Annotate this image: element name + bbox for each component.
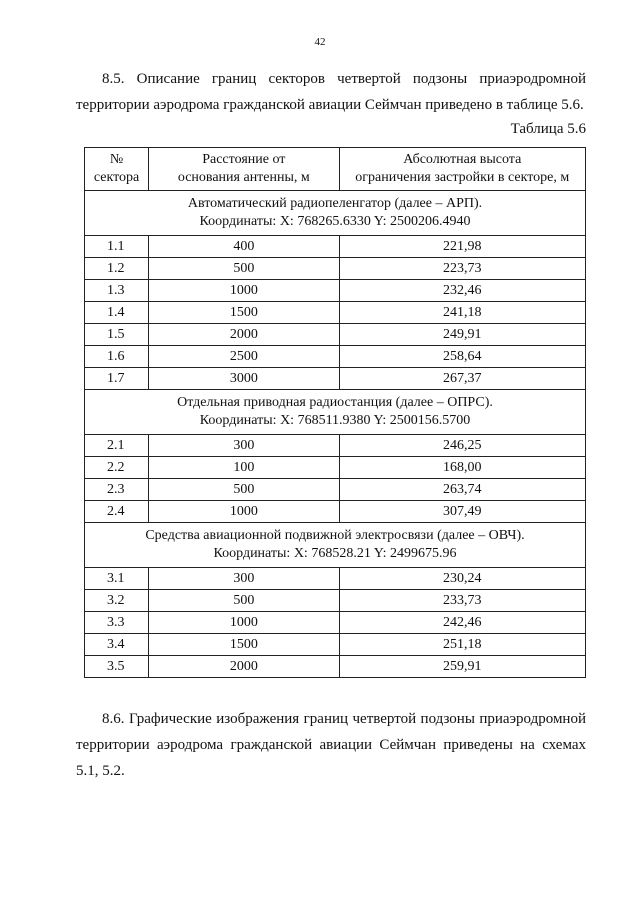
- table-caption: Таблица 5.6: [510, 121, 586, 137]
- cell-sector: 1.5: [85, 324, 149, 346]
- header-distance: [149, 148, 339, 191]
- cell-sector: 3.3: [85, 612, 149, 634]
- cell-distance: 100: [149, 457, 339, 479]
- cell-distance: 2000: [149, 324, 339, 346]
- table-header-row: [85, 148, 586, 191]
- group-coordinates: Координаты: X: 768265.6330 Y: 2500206.4940: [199, 214, 471, 229]
- cell-sector: 2.2: [85, 457, 149, 479]
- cell-sector: 2.1: [85, 435, 149, 457]
- cell-sector: 1.3: [85, 280, 149, 302]
- table-row: [85, 435, 586, 457]
- table-row: [85, 568, 586, 590]
- group-coordinates: Координаты: X: 768511.9380 Y: 2500156.5700: [199, 413, 471, 428]
- table-row: [85, 457, 586, 479]
- header-sector-line2: сектора: [93, 170, 140, 185]
- cell-distance: 400: [149, 236, 339, 258]
- paragraph-8-6-text: 8.6. Графические изображения границ четвертой подзоны приаэродромной территории аэродрома гражданской авиации Сеймчан приведены на схемах 5.1, 5.2.: [76, 711, 586, 779]
- header-height: [339, 148, 586, 191]
- table-row: [85, 258, 586, 280]
- cell-distance: 1500: [149, 302, 339, 324]
- cell-height: 267,37: [339, 368, 586, 390]
- table-row: [85, 236, 586, 258]
- group-title: Средства авиационной подвижной электросвязи (далее – ОВЧ).: [145, 528, 525, 543]
- cell-distance: 1000: [149, 612, 339, 634]
- cell-sector: 1.6: [85, 346, 149, 368]
- group-header-row: [85, 191, 586, 236]
- table-row: [85, 302, 586, 324]
- cell-distance: 2000: [149, 656, 339, 678]
- cell-height: 168,00: [339, 457, 586, 479]
- table-row: [85, 346, 586, 368]
- cell-sector: 1.2: [85, 258, 149, 280]
- cell-height: 221,98: [339, 236, 586, 258]
- cell-sector: 1.4: [85, 302, 149, 324]
- table-row: [85, 324, 586, 346]
- cell-height: 232,46: [339, 280, 586, 302]
- group-header-row: [85, 523, 586, 568]
- cell-height: 241,18: [339, 302, 586, 324]
- table-row: [85, 590, 586, 612]
- cell-height: 242,46: [339, 612, 586, 634]
- page-number: 42: [314, 36, 326, 48]
- paragraph-8-6: [76, 706, 586, 784]
- table-row: [85, 479, 586, 501]
- table-row: [85, 634, 586, 656]
- group-header-row: [85, 390, 586, 435]
- cell-sector: 3.5: [85, 656, 149, 678]
- cell-distance: 1000: [149, 280, 339, 302]
- group-header: [85, 191, 586, 236]
- cell-distance: 1000: [149, 501, 339, 523]
- cell-distance: 500: [149, 479, 339, 501]
- cell-height: 233,73: [339, 590, 586, 612]
- paragraph-8-5-text: 8.5. Описание границ секторов четвертой подзоны приаэродромной территории аэродрома гражданской авиации Сеймчан приведено в таблице 5.6.: [76, 71, 586, 113]
- group-title: Отдельная приводная радиостанция (далее – ОПРС).: [177, 395, 493, 410]
- cell-sector: 2.3: [85, 479, 149, 501]
- table-row: [85, 280, 586, 302]
- table-row: [85, 501, 586, 523]
- cell-sector: 3.2: [85, 590, 149, 612]
- header-sector-line1: №: [109, 152, 124, 167]
- paragraph-8-5: [76, 66, 586, 118]
- table-row: [85, 612, 586, 634]
- cell-distance: 3000: [149, 368, 339, 390]
- group-header: [85, 390, 586, 435]
- cell-height: 307,49: [339, 501, 586, 523]
- group-coordinates: Координаты: X: 768528.21 Y: 2499675.96: [213, 546, 457, 561]
- cell-sector: 1.7: [85, 368, 149, 390]
- sector-table: [84, 147, 586, 678]
- header-sector: [85, 148, 149, 191]
- header-distance-line2: основания антенны, м: [177, 170, 310, 185]
- cell-height: 223,73: [339, 258, 586, 280]
- header-height-line2: ограничения застройки в секторе, м: [355, 170, 570, 185]
- cell-distance: 500: [149, 590, 339, 612]
- cell-height: 258,64: [339, 346, 586, 368]
- cell-distance: 300: [149, 435, 339, 457]
- cell-distance: 500: [149, 258, 339, 280]
- cell-height: 246,25: [339, 435, 586, 457]
- group-header: [85, 523, 586, 568]
- cell-height: 230,24: [339, 568, 586, 590]
- table-row: [85, 368, 586, 390]
- cell-height: 259,91: [339, 656, 586, 678]
- table-body: [85, 191, 586, 678]
- group-title: Автоматический радиопеленгатор (далее – АРП).: [187, 196, 483, 211]
- header-height-line1: Абсолютная высота: [403, 152, 522, 167]
- cell-distance: 2500: [149, 346, 339, 368]
- cell-sector: 2.4: [85, 501, 149, 523]
- cell-height: 263,74: [339, 479, 586, 501]
- cell-height: 251,18: [339, 634, 586, 656]
- header-distance-line1: Расстояние от: [202, 152, 286, 167]
- cell-height: 249,91: [339, 324, 586, 346]
- cell-sector: 1.1: [85, 236, 149, 258]
- cell-sector: 3.1: [85, 568, 149, 590]
- cell-distance: 300: [149, 568, 339, 590]
- table-row: [85, 656, 586, 678]
- cell-sector: 3.4: [85, 634, 149, 656]
- cell-distance: 1500: [149, 634, 339, 656]
